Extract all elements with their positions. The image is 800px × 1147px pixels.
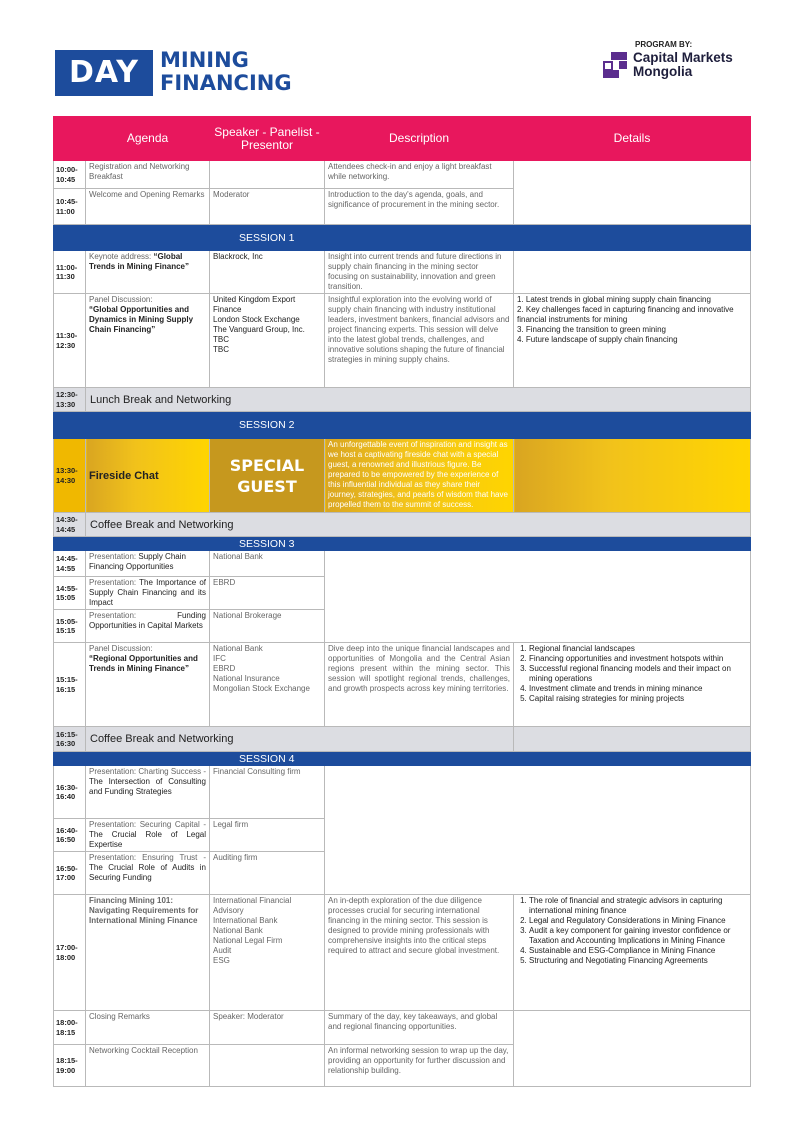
agenda-cell: [86, 610, 210, 643]
details-cell: [514, 161, 751, 225]
table-row: [54, 161, 751, 189]
session-label: SESSION 1: [54, 225, 751, 251]
speaker-item: The Vanguard Group, Inc.: [213, 325, 305, 334]
description-cell: Summary of the day, key takeaways, and global and regional financing opportunities.: [325, 1011, 514, 1045]
break-label: Lunch Break and Networking: [86, 388, 751, 412]
speaker-item: National Legal Firm: [213, 936, 283, 945]
speaker-item: National Bank: [213, 644, 263, 653]
time-cell: 12:30-13:30: [54, 388, 86, 412]
detail-item: 3. Financing the transition to green mining: [517, 325, 666, 334]
time-cell: 11:00-11:30: [54, 251, 86, 294]
day-title: [160, 49, 292, 95]
header-description: Description: [325, 117, 514, 161]
time-cell: 14:30-14:45: [54, 513, 86, 537]
description-cell: Dive deep into the unique financial landscapes and opportunities of Mongolia and the Central Asian regions present within the mining sector. This session will spotlight regional trends, challenges, and growth prospects across key mining territories.: [325, 643, 514, 727]
header-agenda: Agenda: [86, 117, 210, 161]
agenda-cell: [86, 766, 210, 819]
agenda-title: The Crucial Role of Legal Expertise: [89, 830, 206, 849]
agenda-title: “Global Trends in Mining Finance”: [89, 252, 190, 271]
speaker-cell: National Bank: [210, 551, 325, 577]
details-list: [517, 644, 747, 704]
speaker-item: IFC: [213, 654, 226, 663]
agenda-prefix: Presentation: Ensuring Trust -: [89, 853, 206, 862]
day-title-line1: MINING: [160, 48, 249, 72]
agenda-title: “Regional Opportunities and Trends in Mining Finance”: [89, 654, 198, 673]
speaker-item: ESG: [213, 956, 230, 965]
details-cell: [514, 251, 751, 294]
time-cell: 18:15-19:00: [54, 1045, 86, 1087]
speaker-cell: Auditing firm: [210, 852, 325, 895]
agenda-cell: [86, 577, 210, 610]
details-list: [517, 896, 747, 966]
special-guest-line2: GUEST: [237, 476, 297, 496]
agenda-cell: [86, 819, 210, 852]
speaker-cell: [210, 1045, 325, 1087]
speaker-cell: [210, 294, 325, 388]
speaker-cell: Speaker: Moderator: [210, 1011, 325, 1045]
details-cell: [514, 1011, 751, 1087]
session-label: SESSION 4: [54, 752, 751, 766]
time-cell: 10:00-10:45: [54, 161, 86, 189]
time-cell: 10:45-11:00: [54, 189, 86, 225]
speaker-item: Audit: [213, 946, 232, 955]
break-label: Coffee Break and Networking: [86, 727, 514, 752]
speaker-item: National Insurance: [213, 674, 280, 683]
time-cell: 18:00-18:15: [54, 1011, 86, 1045]
agenda-prefix: Panel Discussion:: [89, 644, 153, 653]
table-header-row: [54, 117, 751, 161]
agenda-prefix: Presentation:: [89, 611, 178, 620]
session-row: [54, 752, 751, 766]
table-row: [54, 643, 751, 727]
time-cell: 16:30-16:40: [54, 766, 86, 819]
agenda-title: The Crucial Role of Audits in Securing Funding: [89, 863, 206, 882]
break-row: [54, 513, 751, 537]
detail-item: 1. Latest trends in global mining supply chain financing: [517, 295, 711, 304]
agenda-cell: [86, 643, 210, 727]
time-cell: 13:30-14:30: [54, 439, 86, 513]
session-label: SESSION 3: [54, 537, 751, 551]
detail-item: 2. Key challenges faced in capturing financing and innovative financial instruments for mining: [517, 305, 734, 324]
agenda-cell: Networking Cocktail Reception: [86, 1045, 210, 1087]
agenda-cell: [86, 251, 210, 294]
break-label: Coffee Break and Networking: [86, 513, 751, 537]
time-cell: 17:00-18:00: [54, 895, 86, 1011]
agenda-prefix: Presentation:: [89, 552, 139, 561]
header-time-cell: [54, 117, 86, 161]
table-row: [54, 294, 751, 388]
details-cell: [514, 643, 751, 727]
empty-cell: [325, 766, 751, 895]
agenda-cell: [86, 294, 210, 388]
agenda-title: Funding Opportunities in Capital Markets: [89, 611, 206, 630]
agenda-cell: Closing Remarks: [86, 1011, 210, 1045]
details-cell: [514, 439, 751, 513]
time-cell: 15:05-15:15: [54, 610, 86, 643]
brand-line1: Capital Markets: [633, 50, 733, 65]
description-cell: Insightful exploration into the evolving world of supply chain financing with industry institutional leaders, investment bankers, financial advisors and project financing experts. This session will delve into the latest global trends, challenges, and innovative solutions shaping the future of financial strategies in mining supply chains.: [325, 294, 514, 388]
session-row: [54, 412, 751, 439]
fireside-row: [54, 439, 751, 513]
table-row: [54, 1011, 751, 1045]
detail-item: 2. Legal and Regulatory Considerations in Mining Finance: [529, 916, 747, 926]
detail-item: 4. Investment climate and trends in mining minance: [529, 684, 747, 694]
agenda-cell: Welcome and Opening Remarks: [86, 189, 210, 225]
agenda-cell: Financing Mining 101: Navigating Requirements for International Mining Finance: [86, 895, 210, 1011]
speaker-item: United Kingdom Export Finance: [213, 295, 296, 314]
description-cell: Attendees check-in and enjoy a light breakfast while networking.: [325, 161, 514, 189]
capital-markets-mongolia-logo-icon: [603, 52, 627, 78]
detail-item: 3. Audit a key component for gaining investor confidence or Taxation and Accounting Implications in Mining Finance: [529, 926, 747, 946]
speaker-cell: Blackrock, Inc: [210, 251, 325, 294]
speaker-item: National Bank: [213, 926, 263, 935]
agenda-cell: [86, 551, 210, 577]
speaker-cell: [210, 643, 325, 727]
time-cell: 15:15-16:15: [54, 643, 86, 727]
detail-item: 1. The role of financial and strategic advisors in capturing international mining finance: [529, 896, 747, 916]
detail-item: 4. Sustainable and ESG-Compliance in Mining Finance: [529, 946, 747, 956]
speaker-item: London Stock Exchange: [213, 315, 300, 324]
time-cell: 16:50-17:00: [54, 852, 86, 895]
brand-name: [633, 51, 733, 79]
agenda-title: Supply Chain Financing Opportunities: [89, 552, 186, 571]
description-cell: An in-depth exploration of the due diligence processes crucial for securing international financing in the mining sector. This session is designed to provide mining professionals with comprehensive insights into the critical steps required to attract and secure global investment.: [325, 895, 514, 1011]
speaker-cell: Moderator: [210, 189, 325, 225]
time-cell: 16:40-16:50: [54, 819, 86, 852]
speaker-cell: EBRD: [210, 577, 325, 610]
break-row: [54, 388, 751, 412]
description-cell: Introduction to the day's agenda, goals, and significance of procurement in the mining sector.: [325, 189, 514, 225]
detail-item: 4. Future landscape of supply chain financing: [517, 335, 678, 344]
special-guest-line1: SPECIAL: [229, 455, 305, 475]
special-guest-cell: [210, 439, 325, 513]
speaker-item: Mongolian Stock Exchange: [213, 684, 310, 693]
table-row: [54, 895, 751, 1011]
empty-cell: [325, 551, 751, 643]
description-cell: Insight into current trends and future directions in supply chain financing in the mining sector focusing on sustainability, innovation and green transition.: [325, 251, 514, 294]
agenda-prefix: Presentation:: [89, 578, 140, 587]
agenda-cell: [86, 852, 210, 895]
break-row: [54, 727, 751, 752]
program-by-label: PROGRAM BY:: [635, 40, 693, 49]
detail-item: 3. Successful regional financing models and their impact on mining operations: [529, 664, 747, 684]
agenda-title: “Global Opportunities and Dynamics in Mining Supply Chain Financing”: [89, 305, 194, 334]
session-row: [54, 537, 751, 551]
speaker-item: TBC: [213, 335, 229, 344]
detail-item: 5. Capital raising strategies for mining projects: [529, 694, 747, 704]
table-row: [54, 251, 751, 294]
time-cell: 16:15-16:30: [54, 727, 86, 752]
agenda-prefix: Presentation: Charting Success -: [89, 767, 206, 776]
session-row: [54, 225, 751, 251]
detail-item: 2. Financing opportunities and investment hotspots within: [529, 654, 747, 664]
speaker-item: International Financial Advisory: [213, 896, 292, 915]
table-row: [54, 551, 751, 577]
brand-line2: Mongolia: [633, 64, 693, 79]
details-cell: [514, 727, 751, 752]
schedule-table: [53, 116, 751, 1087]
session-label: SESSION 2: [54, 412, 751, 439]
time-cell: 14:55-15:05: [54, 577, 86, 610]
speaker-item: EBRD: [213, 664, 236, 673]
speaker-item: International Bank: [213, 916, 278, 925]
speaker-cell: [210, 895, 325, 1011]
page-header: [0, 0, 800, 110]
agenda-title: The Intersection of Consulting and Funding Strategies: [89, 777, 206, 796]
detail-item: 1. Regional financial landscapes: [529, 644, 747, 654]
agenda-prefix: Presentation: Securing Capital -: [89, 820, 206, 829]
agenda-title: The Importance of Supply Chain Financing and its Impact: [89, 578, 206, 607]
details-cell: [514, 895, 751, 1011]
header-speaker: Speaker - Panelist - Presentor: [210, 117, 325, 161]
header-details: Details: [514, 117, 751, 161]
table-row: [54, 766, 751, 819]
time-cell: 11:30-12:30: [54, 294, 86, 388]
description-cell: An informal networking session to wrap up the day, providing an opportunity for further discussion and relationship building.: [325, 1045, 514, 1087]
day-badge: DAY: [55, 50, 153, 96]
detail-item: 5. Structuring and Negotiating Financing Agreements: [529, 956, 747, 966]
agenda-cell: Fireside Chat: [86, 439, 210, 513]
agenda-prefix: Panel Discussion:: [89, 295, 153, 304]
description-cell: An unforgettable event of inspiration and insight as we host a captivating fireside chat with a special guest, a renowned and illustrious figure. Be prepared to be empowered by the experience of this influential individual as they share their journey, strategies, and pearls of wisdom that have propelled them to the summit of success.: [325, 439, 514, 513]
speaker-cell: Legal firm: [210, 819, 325, 852]
time-cell: 14:45-14:55: [54, 551, 86, 577]
speaker-item: TBC: [213, 345, 229, 354]
details-cell: [514, 294, 751, 388]
agenda-cell: Registration and Networking Breakfast: [86, 161, 210, 189]
agenda-prefix: Keynote address:: [89, 252, 154, 261]
speaker-cell: [210, 161, 325, 189]
day-title-line2: FINANCING: [160, 71, 292, 95]
speaker-cell: National Brokerage: [210, 610, 325, 643]
speaker-cell: Financial Consulting firm: [210, 766, 325, 819]
